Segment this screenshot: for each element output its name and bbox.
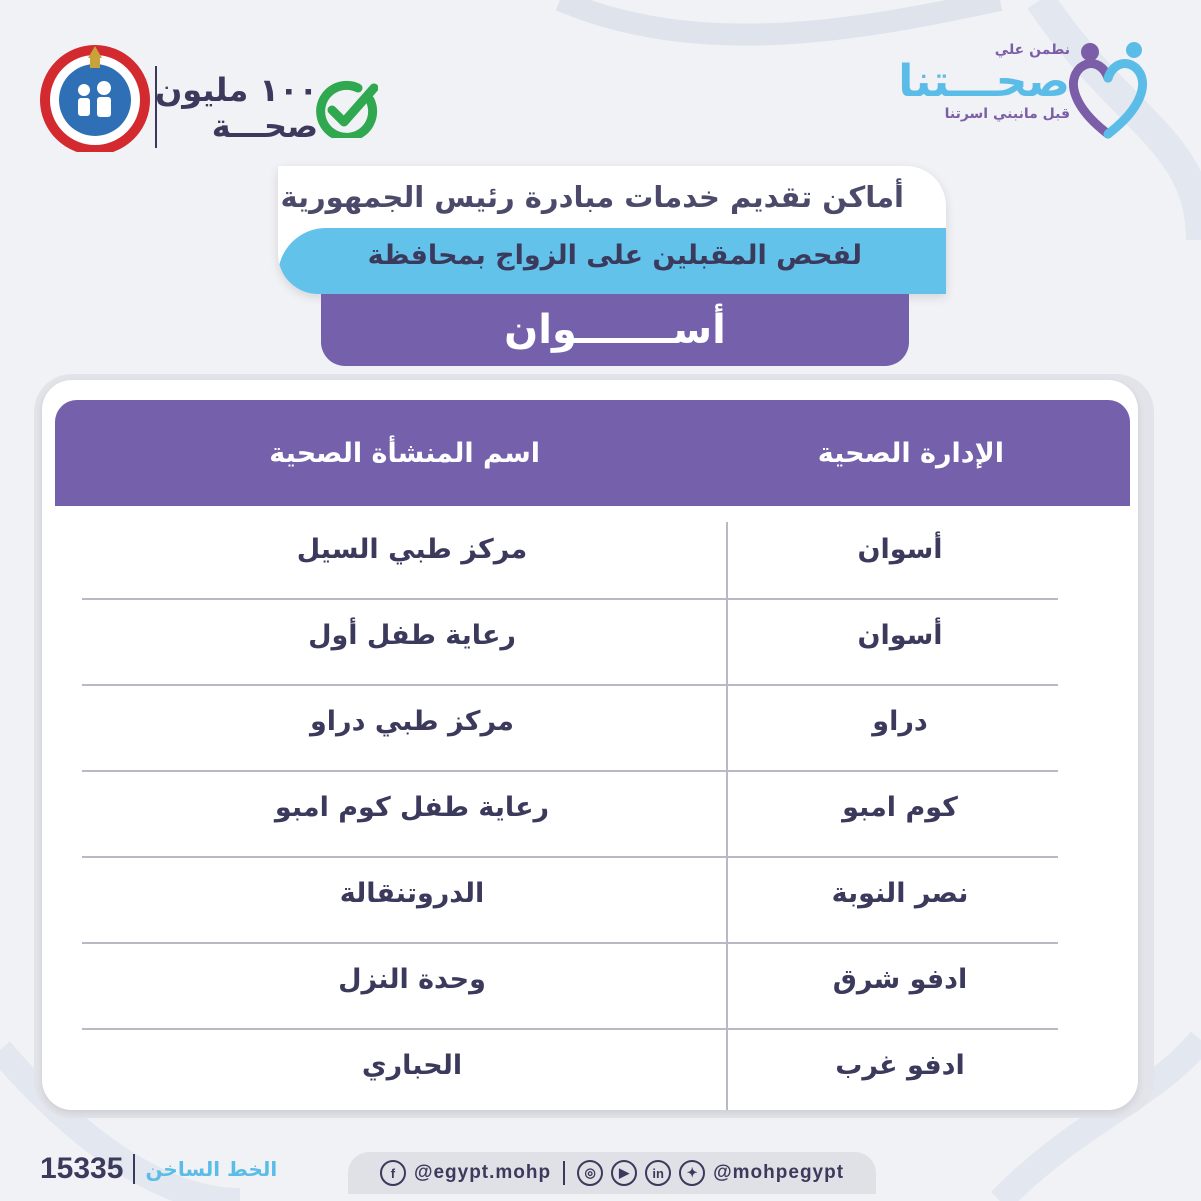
instagram-icon[interactable]: ◎ [577,1160,603,1186]
cell-facility: رعاية طفل كوم امبو [274,792,550,823]
cell-admin: دراو [872,706,928,737]
hotline-label: الخط الساخن [145,1157,278,1181]
social-separator [563,1161,565,1185]
sehatna-big-text: صحـــتنا [898,56,1070,107]
sehatna-logo [880,36,1170,146]
title-line1: أماكن تقديم خدمات مبادرة رئيس الجمهورية [280,180,904,214]
million-logo-text [155,72,318,144]
cell-facility: الحباري [361,1050,463,1081]
cell-admin: أسوان [857,534,943,565]
heart-icon [1064,38,1152,146]
cell-facility: وحدة النزل [338,964,486,995]
social-bar [348,1152,876,1194]
title-box [278,166,946,294]
sehatna-logo-text [898,42,1070,122]
cell-facility: الدروتنقالة [339,878,485,909]
table-row [82,514,1058,600]
hundred-million-health-logo [154,71,378,152]
cell-admin: كوم امبو [842,792,958,823]
title-band [278,228,946,294]
facebook-handle[interactable]: @egypt.mohp [413,1162,552,1183]
governorate-box [321,294,909,366]
hotline-separator [133,1154,135,1184]
social-handle[interactable]: @mohpegypt [713,1162,845,1183]
youtube-icon[interactable]: ▶ [611,1160,637,1186]
cell-facility: رعاية طفل أول [308,620,516,651]
governorate-name: أســـــــوان [504,307,726,353]
table-row [82,858,1058,944]
million-line2: صحـــة [211,107,318,145]
million-line1: ١٠٠ مليون [154,71,318,109]
checkmark-icon [314,80,378,138]
table-row [82,686,1058,772]
table-row [82,600,1058,686]
header-facility-name: اسم المنشأة الصحية [269,438,540,469]
sehatna-small-text: نطمن علي [994,42,1070,58]
hotline-number: 15335 [40,1152,124,1185]
cell-admin: أسوان [857,620,943,651]
facebook-icon[interactable]: f [380,1160,406,1186]
cell-admin: ادفو شرق [832,964,968,995]
hotline [40,1152,277,1186]
table-row [82,772,1058,858]
facilities-table [42,380,1138,1110]
table-row [82,1030,1058,1110]
table-header [55,400,1130,506]
table-row [82,944,1058,1030]
ministry-of-health-logo [40,42,150,152]
linkedin-icon[interactable]: in [645,1160,671,1186]
twitter-icon[interactable]: ✦ [679,1160,705,1186]
cell-admin: نصر النوبة [831,878,969,909]
cell-admin: ادفو غرب [835,1050,965,1081]
title-line2: لفحص المقبلين على الزواج بمحافظة [367,240,862,271]
cell-facility: مركز طبي دراو [309,706,515,737]
cell-facility: مركز طبي السيل [296,534,528,565]
header-health-administration: الإدارة الصحية [817,438,1004,469]
sehatna-tagline: قبل مانبني اسرتنا [944,106,1070,122]
